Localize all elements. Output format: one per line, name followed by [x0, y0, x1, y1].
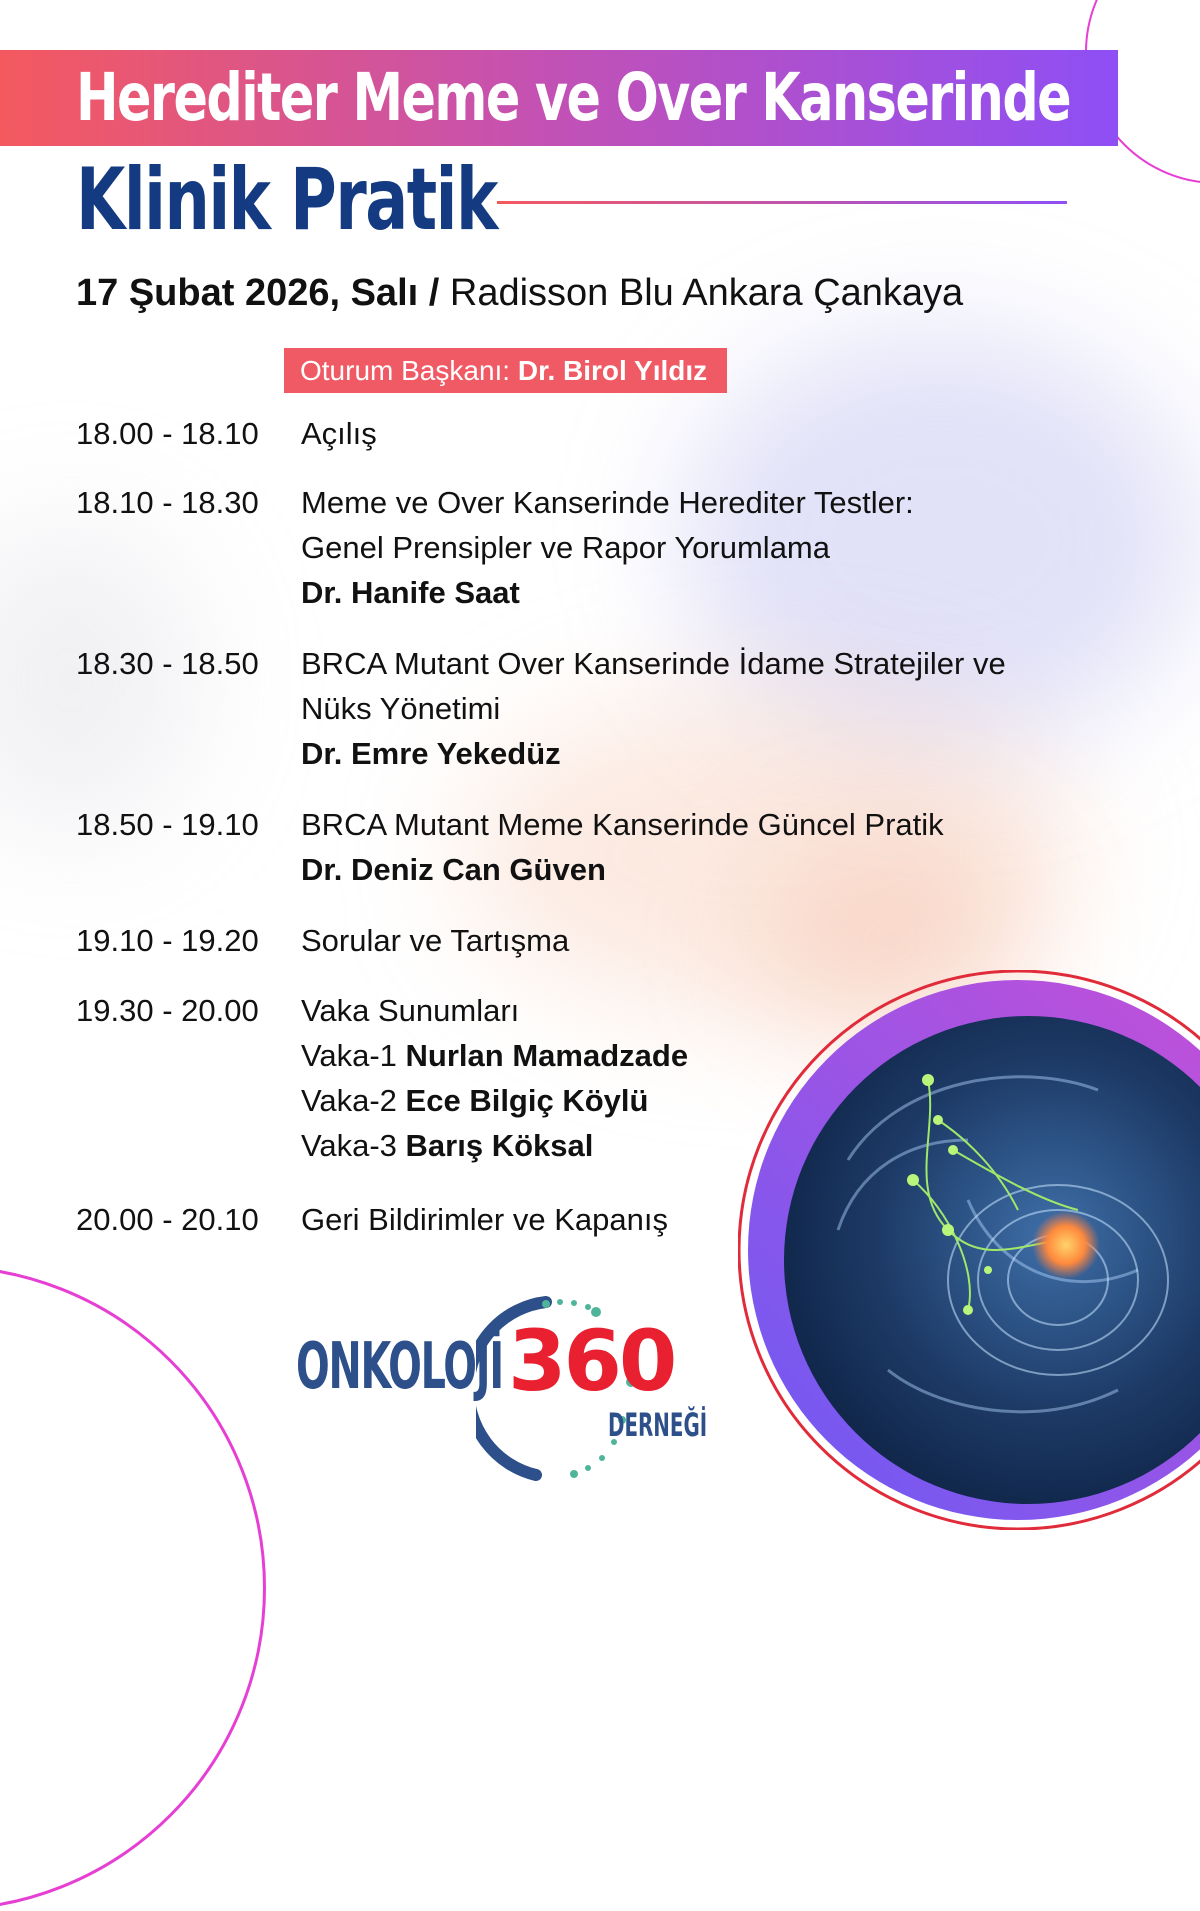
onkoloji-360-logo — [296, 1290, 716, 1490]
agenda-content — [301, 411, 1091, 456]
agenda-time: 18.50 - 19.10 — [76, 807, 259, 842]
session-chair-badge — [284, 348, 727, 393]
agenda-speaker: Dr. Deniz Can Güven — [301, 852, 606, 887]
title-line-2: Klinik Pratik — [76, 150, 497, 250]
agenda-title: Nüks Yönetimi — [301, 691, 501, 726]
title-line-1: Herediter Meme ve Over Kanserinde — [76, 59, 1071, 136]
agenda-title: Genel Prensipler ve Rapor Yorumlama — [301, 530, 830, 565]
event-venue: Radisson Blu Ankara Çankaya — [449, 272, 964, 314]
agenda-speaker: Dr. Hanife Saat — [301, 575, 520, 610]
agenda-time: 18.00 - 18.10 — [76, 416, 259, 451]
case-presenter: Barış Köksal — [405, 1128, 594, 1163]
agenda-time: 19.10 - 19.20 — [76, 923, 259, 958]
chair-label: Oturum Başkanı: — [300, 355, 511, 386]
decorative-ring-bottom-left — [0, 1265, 266, 1911]
agenda-title: BRCA Mutant Over Kanserinde İdame Stratejiler ve — [301, 646, 1006, 681]
case-label: Vaka-3 — [301, 1128, 397, 1163]
logo-suffix: DERNEĞİ — [608, 1406, 708, 1444]
agenda-content — [301, 802, 1091, 892]
logo-word: ONKOLOJİ — [296, 1330, 503, 1404]
agenda-title: Açılış — [301, 416, 377, 451]
case-label: Vaka-2 — [301, 1083, 397, 1118]
agenda-title: Sorular ve Tartışma — [301, 923, 570, 958]
agenda-content — [301, 641, 1091, 776]
agenda-time: 19.30 - 20.00 — [76, 993, 259, 1028]
case-presenter: Nurlan Mamadzade — [405, 1038, 689, 1073]
agenda-title: Vaka Sunumları — [301, 993, 520, 1028]
logo-number: 360 — [508, 1312, 675, 1410]
case-label: Vaka-1 — [301, 1038, 397, 1073]
agenda-title: Meme ve Over Kanserinde Herediter Testler: — [301, 485, 914, 520]
date-venue — [76, 272, 963, 315]
title-underline — [497, 201, 1067, 204]
case-presenter: Ece Bilgiç Köylü — [405, 1083, 649, 1118]
agenda-time: 18.30 - 18.50 — [76, 646, 259, 681]
chair-name: Dr. Birol Yıldız — [517, 355, 708, 386]
agenda-speaker: Dr. Emre Yekedüz — [301, 736, 561, 771]
agenda-time: 18.10 - 18.30 — [76, 485, 259, 520]
agenda-time: 20.00 - 20.10 — [76, 1202, 259, 1237]
agenda-title: Geri Bildirimler ve Kapanış — [301, 1202, 668, 1237]
breast-anatomy-illustration-icon — [738, 970, 1200, 1530]
agenda-content — [301, 918, 1091, 963]
event-date: 17 Şubat 2026, Salı / — [76, 272, 440, 314]
agenda-title: BRCA Mutant Meme Kanserinde Güncel Pratik — [301, 807, 944, 842]
agenda-content — [301, 480, 1091, 615]
